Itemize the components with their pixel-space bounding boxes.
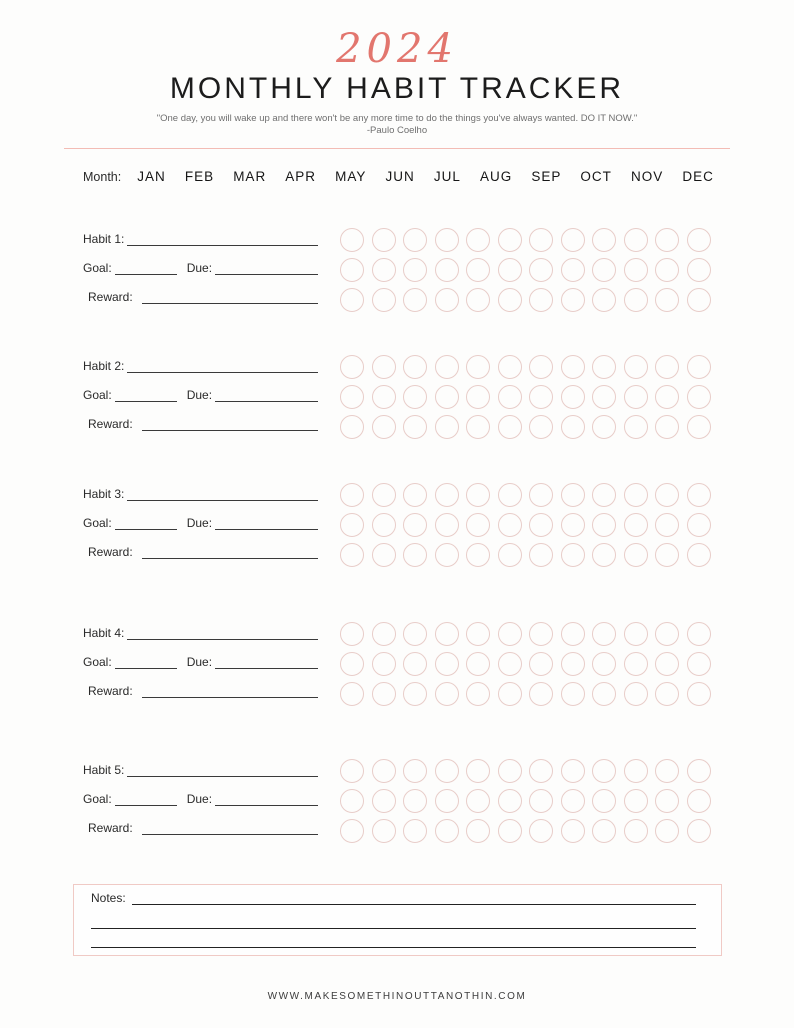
- notes-line-2: [91, 928, 696, 929]
- tracker-circle[interactable]: [435, 682, 459, 706]
- tracker-circle[interactable]: [561, 288, 585, 312]
- tracker-circle[interactable]: [624, 355, 648, 379]
- tracker-circle[interactable]: [403, 483, 427, 507]
- reward-label: Reward:: [88, 545, 133, 559]
- tracker-circle[interactable]: [592, 288, 616, 312]
- tracker-circle[interactable]: [498, 415, 522, 439]
- due-line: [215, 515, 318, 530]
- tracker-circle[interactable]: [466, 622, 490, 646]
- habit-fields: [83, 761, 318, 835]
- tracker-circle[interactable]: [592, 652, 616, 676]
- tracker-circle[interactable]: [561, 415, 585, 439]
- tracker-circle[interactable]: [340, 288, 364, 312]
- habit-section-3: [83, 483, 716, 579]
- habit-section-2: [83, 355, 716, 451]
- tracker-circle[interactable]: [403, 543, 427, 567]
- tracker-circle[interactable]: [561, 385, 585, 409]
- tracker-circle[interactable]: [655, 789, 679, 813]
- tracker-circle[interactable]: [529, 652, 553, 676]
- reward-line: [142, 683, 318, 698]
- website-footer: WWW.MAKESOMETHINOUTTANOTHIN.COM: [267, 991, 527, 1002]
- tracker-circle[interactable]: [403, 759, 427, 783]
- tracker-circle[interactable]: [498, 385, 522, 409]
- tracker-circle[interactable]: [435, 819, 459, 843]
- notes-label: Notes:: [91, 891, 126, 905]
- tracker-circle[interactable]: [403, 622, 427, 646]
- tracker-circle[interactable]: [340, 483, 364, 507]
- due-line: [215, 654, 318, 669]
- tracker-circle[interactable]: [466, 789, 490, 813]
- tracker-circle[interactable]: [687, 258, 711, 282]
- tracker-circle[interactable]: [466, 385, 490, 409]
- tracker-circle[interactable]: [340, 652, 364, 676]
- tracker-circle[interactable]: [435, 513, 459, 537]
- header-divider: [64, 148, 730, 149]
- tracker-circle[interactable]: [529, 228, 553, 252]
- habit-label: Habit 5:: [83, 763, 125, 777]
- tracker-circle[interactable]: [498, 682, 522, 706]
- tracker-circle[interactable]: [498, 652, 522, 676]
- month-dec: DEC: [682, 169, 714, 184]
- tracker-circle[interactable]: [529, 483, 553, 507]
- tracker-circle[interactable]: [561, 819, 585, 843]
- month-aug: AUG: [479, 169, 513, 184]
- habit-fields: [83, 230, 318, 304]
- tracker-circle[interactable]: [687, 622, 711, 646]
- tracker-circle[interactable]: [592, 258, 616, 282]
- tracker-circle[interactable]: [624, 819, 648, 843]
- page-title: MONTHLY HABIT TRACKER: [169, 72, 625, 105]
- due-label: Due:: [186, 792, 213, 806]
- tracker-circle[interactable]: [592, 415, 616, 439]
- tracker-circle[interactable]: [372, 759, 396, 783]
- tracker-circle[interactable]: [529, 682, 553, 706]
- tracker-circle[interactable]: [624, 385, 648, 409]
- tracker-circle[interactable]: [655, 652, 679, 676]
- tracker-circle[interactable]: [624, 483, 648, 507]
- habit-name-line: [127, 231, 318, 246]
- tracker-circle[interactable]: [340, 513, 364, 537]
- tracker-circle[interactable]: [372, 385, 396, 409]
- reward-label: Reward:: [88, 290, 133, 304]
- tracker-circle[interactable]: [498, 819, 522, 843]
- reward-label: Reward:: [88, 684, 133, 698]
- due-line: [215, 260, 318, 275]
- tracker-circle[interactable]: [435, 483, 459, 507]
- habit-name-line: [127, 625, 318, 640]
- tracker-circle[interactable]: [592, 543, 616, 567]
- due-label: Due:: [186, 516, 213, 530]
- notes-line-3: [91, 947, 696, 948]
- tracker-circle[interactable]: [655, 258, 679, 282]
- reward-label: Reward:: [88, 417, 133, 431]
- tracker-circle[interactable]: [561, 652, 585, 676]
- goal-label: Goal:: [83, 792, 112, 806]
- tracker-circle[interactable]: [372, 355, 396, 379]
- month-header-row: [83, 169, 714, 184]
- quote-block: [0, 113, 794, 137]
- tracker-circle[interactable]: [403, 415, 427, 439]
- tracker-circle[interactable]: [529, 385, 553, 409]
- tracker-circle[interactable]: [403, 385, 427, 409]
- reward-row: [83, 682, 318, 698]
- year-heading: 2024: [336, 26, 458, 72]
- tracker-circle[interactable]: [498, 258, 522, 282]
- month-nov: NOV: [631, 169, 664, 184]
- reward-line: [142, 416, 318, 431]
- tracker-circle[interactable]: [466, 258, 490, 282]
- notes-row: [91, 889, 696, 905]
- month-mar: MAR: [233, 169, 267, 184]
- tracker-circle[interactable]: [466, 483, 490, 507]
- goal-label: Goal:: [83, 388, 112, 402]
- tracker-circle[interactable]: [655, 513, 679, 537]
- tracker-circle[interactable]: [529, 288, 553, 312]
- tracker-circle[interactable]: [435, 759, 459, 783]
- tracker-circle[interactable]: [340, 682, 364, 706]
- tracker-circle[interactable]: [435, 622, 459, 646]
- goal-label: Goal:: [83, 655, 112, 669]
- tracker-circle[interactable]: [466, 288, 490, 312]
- habit-name-row: [83, 230, 318, 246]
- tracker-circle[interactable]: [687, 789, 711, 813]
- quote-text: "One day, you will wake up and there won't be any more time to do the things you've always wanted. DO IT NOW.": [156, 113, 638, 124]
- tracker-circle[interactable]: [592, 228, 616, 252]
- tracker-circle[interactable]: [655, 385, 679, 409]
- reward-row: [83, 543, 318, 559]
- tracker-circle[interactable]: [498, 483, 522, 507]
- month-jul: JUL: [433, 169, 461, 184]
- goal-due-row: [83, 386, 318, 402]
- tracker-circle[interactable]: [592, 759, 616, 783]
- tracker-circle[interactable]: [624, 513, 648, 537]
- tracker-circle[interactable]: [466, 355, 490, 379]
- goal-line: [115, 515, 177, 530]
- month-sep: SEP: [531, 169, 562, 184]
- tracker-circle[interactable]: [498, 622, 522, 646]
- tracker-circle[interactable]: [655, 355, 679, 379]
- tracker-circle[interactable]: [466, 652, 490, 676]
- tracker-circle[interactable]: [529, 513, 553, 537]
- tracker-circle[interactable]: [435, 228, 459, 252]
- tracker-circle[interactable]: [592, 789, 616, 813]
- tracker-circle[interactable]: [529, 543, 553, 567]
- habit-name-line: [127, 358, 318, 373]
- habit-fields: [83, 485, 318, 559]
- tracker-circle[interactable]: [561, 622, 585, 646]
- habit-name-row: [83, 761, 318, 777]
- tracker-circle[interactable]: [655, 759, 679, 783]
- tracker-circle[interactable]: [592, 355, 616, 379]
- goal-line: [115, 654, 177, 669]
- tracker-circle[interactable]: [340, 759, 364, 783]
- tracker-circle[interactable]: [655, 819, 679, 843]
- tracker-circle[interactable]: [372, 652, 396, 676]
- tracker-circle[interactable]: [340, 415, 364, 439]
- tracker-circle[interactable]: [624, 288, 648, 312]
- tracker-circle[interactable]: [687, 288, 711, 312]
- goal-due-row: [83, 259, 318, 275]
- reward-line: [142, 820, 318, 835]
- tracker-grid-habit-2: [340, 355, 711, 439]
- tracker-circle[interactable]: [435, 789, 459, 813]
- tracker-circle[interactable]: [372, 288, 396, 312]
- reward-line: [142, 289, 318, 304]
- tracker-circle[interactable]: [529, 789, 553, 813]
- tracker-circle[interactable]: [624, 415, 648, 439]
- tracker-circle[interactable]: [435, 385, 459, 409]
- habit-section-5: [83, 759, 716, 855]
- habit-name-line: [127, 486, 318, 501]
- tracker-circle[interactable]: [529, 819, 553, 843]
- tracker-circle[interactable]: [624, 622, 648, 646]
- tracker-circle[interactable]: [592, 682, 616, 706]
- tracker-circle[interactable]: [561, 355, 585, 379]
- tracker-circle[interactable]: [403, 652, 427, 676]
- tracker-circle[interactable]: [655, 682, 679, 706]
- notes-line-1: [132, 890, 696, 905]
- tracker-circle[interactable]: [466, 543, 490, 567]
- tracker-circle[interactable]: [687, 759, 711, 783]
- tracker-circle[interactable]: [561, 759, 585, 783]
- tracker-circle[interactable]: [624, 228, 648, 252]
- habit-section-4: [83, 622, 716, 718]
- tracker-circle[interactable]: [529, 415, 553, 439]
- tracker-circle[interactable]: [529, 355, 553, 379]
- tracker-circle[interactable]: [655, 543, 679, 567]
- tracker-circle[interactable]: [529, 622, 553, 646]
- tracker-circle[interactable]: [340, 789, 364, 813]
- due-label: Due:: [186, 388, 213, 402]
- tracker-circle[interactable]: [372, 415, 396, 439]
- reward-row: [83, 415, 318, 431]
- tracker-circle[interactable]: [372, 819, 396, 843]
- habit-label: Habit 1:: [83, 232, 125, 246]
- notes-box: [73, 884, 722, 956]
- tracker-circle[interactable]: [655, 228, 679, 252]
- habit-fields: [83, 357, 318, 431]
- tracker-circle[interactable]: [624, 789, 648, 813]
- month-label: Month:: [83, 170, 122, 184]
- tracker-circle[interactable]: [561, 682, 585, 706]
- habit-name-row: [83, 485, 318, 501]
- month-apr: APR: [285, 169, 317, 184]
- goal-line: [115, 260, 177, 275]
- tracker-circle[interactable]: [466, 682, 490, 706]
- tracker-circle[interactable]: [466, 819, 490, 843]
- goal-due-row: [83, 653, 318, 669]
- reward-row: [83, 288, 318, 304]
- tracker-circle[interactable]: [403, 355, 427, 379]
- tracker-circle[interactable]: [687, 543, 711, 567]
- habit-section-1: [83, 228, 716, 324]
- month-may: MAY: [335, 169, 367, 184]
- tracker-circle[interactable]: [561, 513, 585, 537]
- habit-label: Habit 4:: [83, 626, 125, 640]
- tracker-circle[interactable]: [372, 543, 396, 567]
- tracker-circle[interactable]: [624, 543, 648, 567]
- habit-name-line: [127, 762, 318, 777]
- goal-due-row: [83, 514, 318, 530]
- tracker-circle[interactable]: [592, 513, 616, 537]
- tracker-circle[interactable]: [624, 258, 648, 282]
- goal-label: Goal:: [83, 261, 112, 275]
- tracker-circle[interactable]: [592, 483, 616, 507]
- tracker-circle[interactable]: [624, 759, 648, 783]
- habit-label: Habit 2:: [83, 359, 125, 373]
- tracker-circle[interactable]: [687, 652, 711, 676]
- tracker-circle[interactable]: [372, 622, 396, 646]
- due-line: [215, 387, 318, 402]
- tracker-circle[interactable]: [687, 483, 711, 507]
- goal-line: [115, 387, 177, 402]
- tracker-circle[interactable]: [529, 258, 553, 282]
- month-oct: OCT: [580, 169, 612, 184]
- tracker-circle[interactable]: [687, 819, 711, 843]
- tracker-circle[interactable]: [340, 819, 364, 843]
- tracker-circle[interactable]: [498, 513, 522, 537]
- tracker-circle[interactable]: [403, 288, 427, 312]
- tracker-circle[interactable]: [655, 415, 679, 439]
- tracker-circle[interactable]: [372, 513, 396, 537]
- tracker-circle[interactable]: [498, 543, 522, 567]
- tracker-circle[interactable]: [372, 682, 396, 706]
- habit-name-row: [83, 624, 318, 640]
- month-list: [137, 169, 714, 184]
- habit-label: Habit 3:: [83, 487, 125, 501]
- tracker-circle[interactable]: [687, 355, 711, 379]
- tracker-grid-habit-5: [340, 759, 711, 843]
- habit-fields: [83, 624, 318, 698]
- tracker-circle[interactable]: [403, 513, 427, 537]
- tracker-circle[interactable]: [340, 622, 364, 646]
- quote-author: -Paulo Coelho: [366, 125, 428, 136]
- tracker-circle[interactable]: [561, 483, 585, 507]
- tracker-circle[interactable]: [655, 622, 679, 646]
- tracker-circle[interactable]: [466, 759, 490, 783]
- tracker-circle[interactable]: [687, 228, 711, 252]
- tracker-circle[interactable]: [340, 258, 364, 282]
- goal-due-row: [83, 790, 318, 806]
- tracker-circle[interactable]: [435, 415, 459, 439]
- goal-line: [115, 791, 177, 806]
- tracker-circle[interactable]: [624, 652, 648, 676]
- tracker-circle[interactable]: [498, 228, 522, 252]
- tracker-circle[interactable]: [435, 543, 459, 567]
- tracker-circle[interactable]: [687, 513, 711, 537]
- goal-label: Goal:: [83, 516, 112, 530]
- tracker-circle[interactable]: [372, 483, 396, 507]
- tracker-circle[interactable]: [340, 385, 364, 409]
- habit-name-row: [83, 357, 318, 373]
- tracker-circle[interactable]: [498, 759, 522, 783]
- tracker-circle[interactable]: [466, 513, 490, 537]
- tracker-circle[interactable]: [372, 789, 396, 813]
- tracker-grid-habit-1: [340, 228, 711, 312]
- tracker-circle[interactable]: [561, 789, 585, 813]
- tracker-circle[interactable]: [403, 682, 427, 706]
- tracker-circle[interactable]: [466, 228, 490, 252]
- tracker-circle[interactable]: [529, 759, 553, 783]
- tracker-circle[interactable]: [340, 543, 364, 567]
- tracker-circle[interactable]: [498, 355, 522, 379]
- tracker-grid-habit-3: [340, 483, 711, 567]
- tracker-circle[interactable]: [655, 288, 679, 312]
- tracker-circle[interactable]: [561, 228, 585, 252]
- due-label: Due:: [186, 261, 213, 275]
- tracker-circle[interactable]: [592, 385, 616, 409]
- tracker-circle[interactable]: [624, 682, 648, 706]
- tracker-circle[interactable]: [592, 622, 616, 646]
- tracker-circle[interactable]: [498, 288, 522, 312]
- tracker-circle[interactable]: [435, 288, 459, 312]
- tracker-circle[interactable]: [655, 483, 679, 507]
- tracker-circle[interactable]: [403, 819, 427, 843]
- tracker-circle[interactable]: [592, 819, 616, 843]
- tracker-circle[interactable]: [498, 789, 522, 813]
- tracker-grid-habit-4: [340, 622, 711, 706]
- due-line: [215, 791, 318, 806]
- reward-line: [142, 544, 318, 559]
- month-feb: FEB: [184, 169, 215, 184]
- tracker-circle[interactable]: [466, 415, 490, 439]
- tracker-circle[interactable]: [372, 228, 396, 252]
- tracker-circle[interactable]: [435, 258, 459, 282]
- tracker-circle[interactable]: [435, 652, 459, 676]
- tracker-circle[interactable]: [687, 682, 711, 706]
- reward-row: [83, 819, 318, 835]
- tracker-circle[interactable]: [687, 385, 711, 409]
- tracker-circle[interactable]: [435, 355, 459, 379]
- due-label: Due:: [186, 655, 213, 669]
- tracker-circle[interactable]: [403, 258, 427, 282]
- month-jun: JUN: [385, 169, 415, 184]
- tracker-circle[interactable]: [561, 543, 585, 567]
- tracker-circle[interactable]: [403, 228, 427, 252]
- tracker-circle[interactable]: [403, 789, 427, 813]
- tracker-circle[interactable]: [687, 415, 711, 439]
- tracker-circle[interactable]: [340, 228, 364, 252]
- tracker-circle[interactable]: [561, 258, 585, 282]
- reward-label: Reward:: [88, 821, 133, 835]
- month-jan: JAN: [137, 169, 166, 184]
- tracker-circle[interactable]: [340, 355, 364, 379]
- tracker-circle[interactable]: [372, 258, 396, 282]
